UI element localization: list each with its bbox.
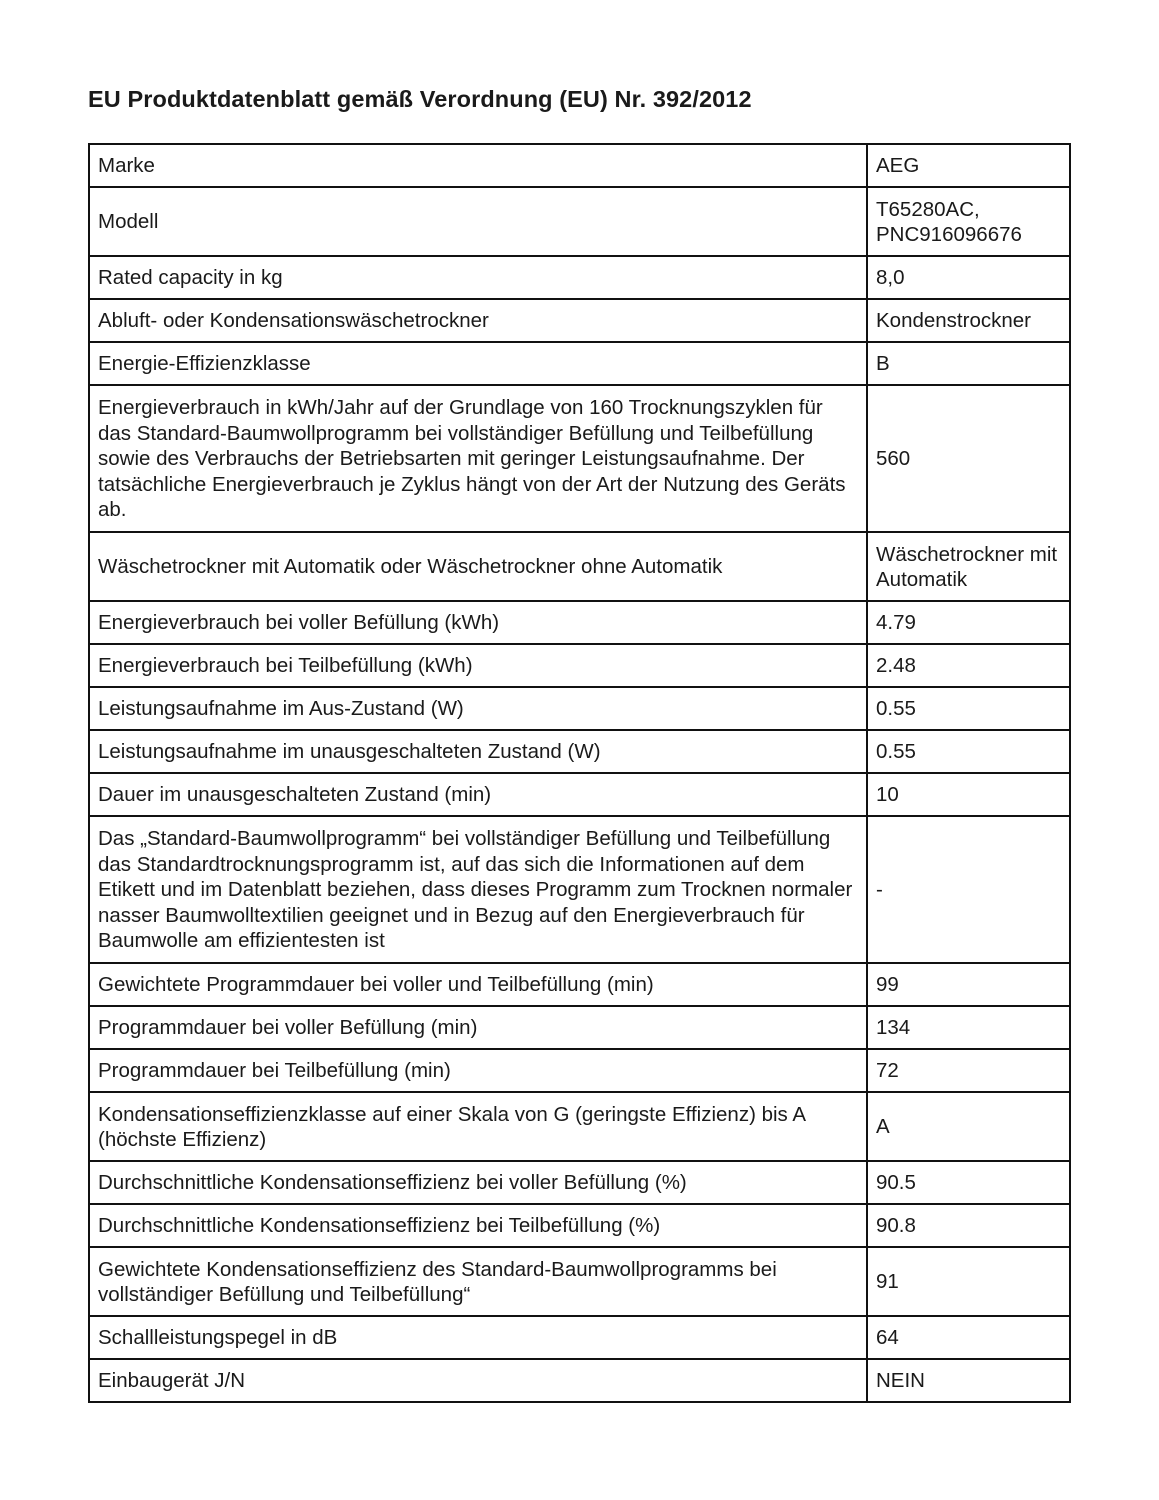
row-label: Kondensationseffizienzklasse auf einer Skala von G (geringste Effizienz) bis A (höchste Effizienz) [89,1092,867,1161]
row-label: Energieverbrauch bei Teilbefüllung (kWh) [89,644,867,687]
row-label: Rated capacity in kg [89,256,867,299]
page-title: EU Produktdatenblatt gemäß Verordnung (EU) Nr. 392/2012 [88,86,752,112]
table-row [89,1316,1070,1359]
row-value: - [867,816,1070,963]
table-row [89,1204,1070,1247]
row-value: 99 [867,963,1070,1006]
row-label: Schallleistungspegel in dB [89,1316,867,1359]
row-label: Dauer im unausgeschalteten Zustand (min) [89,773,867,816]
row-value: 2.48 [867,644,1070,687]
row-value: A [867,1092,1070,1161]
row-label: Modell [89,187,867,256]
row-label: Gewichtete Kondensationseffizienz des Standard-Baumwollprogramms bei vollständiger Befüllung und Teilbefüllung“ [89,1247,867,1316]
row-value: 90.5 [867,1161,1070,1204]
table-row [89,963,1070,1006]
row-value: 64 [867,1316,1070,1359]
table-row [89,687,1070,730]
row-value: Kondenstrockner [867,299,1070,342]
table-row [89,730,1070,773]
row-label: Energieverbrauch in kWh/Jahr auf der Grundlage von 160 Trocknungszyklen für das Standard-Baumwollprogramm bei vollständiger Befüllung und Teilbefüllung sowie des Verbrauchs der Betriebsarten mit geringer Leistungsaufnahme. Der tatsächliche Energieverbrauch je Zyklus hängt von der Art der Nutzung des Geräts ab. [89,385,867,532]
table-row [89,144,1070,187]
table-row [89,1161,1070,1204]
table-row [89,1092,1070,1161]
table-row [89,299,1070,342]
row-label: Energie-Effizienzklasse [89,342,867,385]
table-row [89,532,1070,601]
table-body [89,144,1070,1402]
row-label: Durchschnittliche Kondensationseffizienz bei Teilbefüllung (%) [89,1204,867,1247]
row-label: Das „Standard-Baumwollprogramm“ bei vollständiger Befüllung und Teilbefüllung das Standardtrocknungsprogramm ist, auf das sich die Informationen auf dem Etikett und im Datenblatt beziehen, dass dieses Programm zum Trocknen normaler nasser Baumwolltextilien geeignet und in Bezug auf den Energieverbrauch für Baumwolle am effizientesten ist [89,816,867,963]
row-value: T65280AC, PNC916096676 [867,187,1070,256]
row-value: 72 [867,1049,1070,1092]
row-value: 90.8 [867,1204,1070,1247]
table-row [89,385,1070,532]
row-label: Einbaugerät J/N [89,1359,867,1402]
row-label: Gewichtete Programmdauer bei voller und Teilbefüllung (min) [89,963,867,1006]
row-label: Wäschetrockner mit Automatik oder Wäschetrockner ohne Automatik [89,532,867,601]
table-row [89,342,1070,385]
row-label: Leistungsaufnahme im Aus-Zustand (W) [89,687,867,730]
table-row [89,256,1070,299]
row-value: Wäschetrockner mit Automatik [867,532,1070,601]
row-value: 0.55 [867,730,1070,773]
row-label: Durchschnittliche Kondensationseffizienz bei voller Befüllung (%) [89,1161,867,1204]
row-value: 10 [867,773,1070,816]
table-row [89,1247,1070,1316]
row-label: Abluft- oder Kondensationswäschetrockner [89,299,867,342]
row-value: 560 [867,385,1070,532]
table-row [89,816,1070,963]
table-row [89,1006,1070,1049]
row-value: B [867,342,1070,385]
row-value: 0.55 [867,687,1070,730]
table-row [89,773,1070,816]
product-data-table [88,143,1071,1403]
row-value: 8,0 [867,256,1070,299]
row-label: Leistungsaufnahme im unausgeschalteten Zustand (W) [89,730,867,773]
row-label: Programmdauer bei voller Befüllung (min) [89,1006,867,1049]
row-value: 134 [867,1006,1070,1049]
row-label: Marke [89,144,867,187]
table-row [89,601,1070,644]
row-value: AEG [867,144,1070,187]
table-row [89,1049,1070,1092]
table-row [89,1359,1070,1402]
table-row [89,187,1070,256]
row-value: 91 [867,1247,1070,1316]
row-value: NEIN [867,1359,1070,1402]
table-row [89,644,1070,687]
row-label: Energieverbrauch bei voller Befüllung (kWh) [89,601,867,644]
row-value: 4.79 [867,601,1070,644]
row-label: Programmdauer bei Teilbefüllung (min) [89,1049,867,1092]
